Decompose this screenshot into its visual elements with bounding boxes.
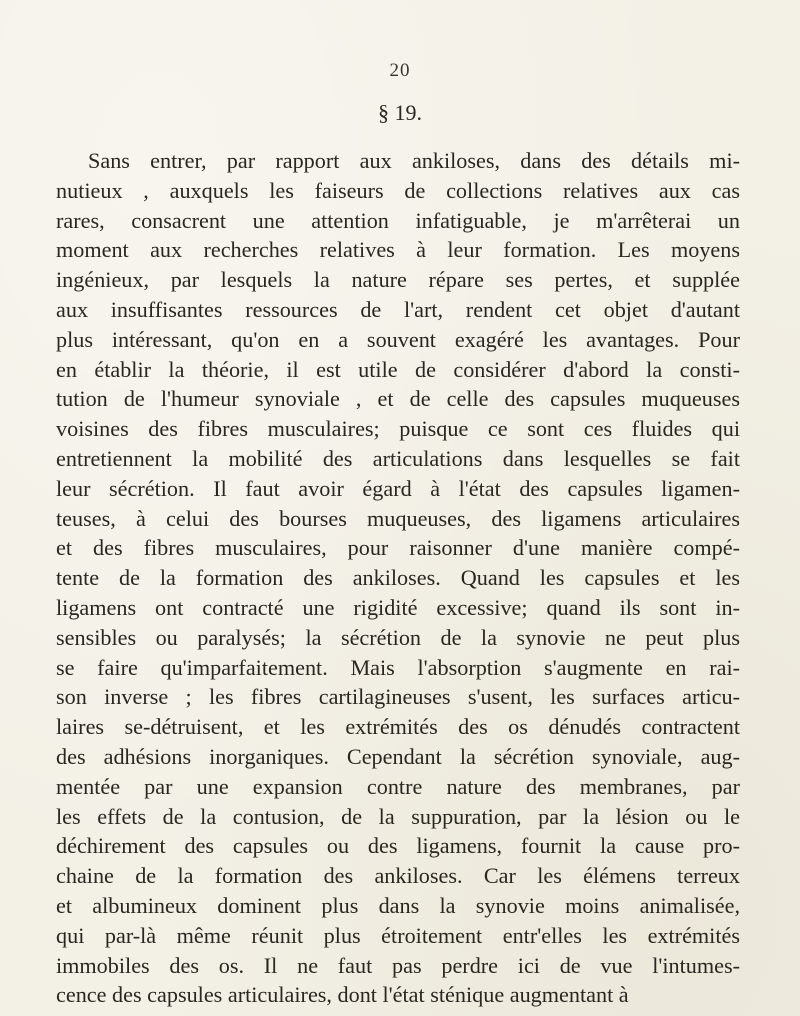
text-line: mentée par une expansion contre nature des membranes, par	[56, 773, 740, 799]
text-line: leur sécrétion. Il faut avoir égard à l'état des capsules ligamen-	[56, 475, 740, 501]
text-line: immobiles des os. Il ne faut pas perdre ici de vue l'intumes-	[56, 952, 740, 978]
section-heading: § 19.	[378, 100, 422, 125]
text-line: nutieux , auxquels les faiseurs de collections relatives aux cas	[56, 177, 740, 203]
text-line: les effets de la contusion, de la suppuration, par la lésion ou le	[56, 803, 740, 829]
text-line: laires se-détruisent, et les extrémités des os dénudés contractent	[56, 714, 740, 740]
text-line: se faire qu'imparfaitement. Mais l'absorption s'augmente en rai-	[56, 654, 740, 680]
text-line: cence des capsules articulaires, dont l'état sténique augmentant à	[56, 982, 629, 1008]
text-line: et des fibres musculaires, pour raisonner d'une manière compé-	[56, 535, 740, 561]
text-line: chaine de la formation des ankiloses. Car les élémens terreux	[56, 863, 740, 889]
text-line: qui par-là même réunit plus étroitement entr'elles les extrémités	[56, 922, 740, 948]
text-line: ingénieux, par lesquels la nature répare ses pertes, et supplée	[56, 267, 740, 293]
text-line: en établir la théorie, il est utile de considérer d'abord la consti-	[56, 356, 740, 382]
text-line: des adhésions inorganiques. Cependant la sécrétion synoviale, aug-	[56, 743, 740, 769]
text-line: tution de l'humeur synoviale , et de celle des capsules muqueuses	[56, 386, 740, 412]
text-line: moment aux recherches relatives à leur formation. Les moyens	[56, 237, 740, 263]
text-line: rares, consacrent une attention infatiguable, je m'arrêterai un	[56, 207, 740, 233]
body-paragraph	[56, 146, 740, 1010]
text-line: plus intéressant, qu'on en a souvent exagéré les avantages. Pour	[56, 326, 740, 352]
text-line: sensibles ou paralysés; la sécrétion de la synovie ne peut plus	[56, 624, 740, 650]
text-line: voisines des fibres musculaires; puisque ce sont ces fluides qui	[56, 416, 740, 442]
text-line: Sans entrer, par rapport aux ankiloses, dans des détails mi-	[88, 148, 740, 173]
text-line: son inverse ; les fibres cartilagineuses s'usent, les surfaces articu-	[56, 684, 740, 710]
text-line: aux insuffisantes ressources de l'art, rendent cet objet d'autant	[56, 296, 740, 322]
text-line: ligamens ont contracté une rigidité excessive; quand ils sont in-	[56, 594, 740, 620]
page-number: 20	[389, 60, 411, 81]
text-line: et albumineux dominent plus dans la synovie moins animalisée,	[56, 892, 740, 918]
text-line: teuses, à celui des bourses muqueuses, des ligamens articulaires	[56, 505, 740, 531]
text-line: tente de la formation des ankiloses. Quand les capsules et les	[56, 565, 740, 591]
text-line: entretiennent la mobilité des articulations dans lesquelles se fait	[56, 445, 740, 471]
text-line: déchirement des capsules ou des ligamens, fournit la cause pro-	[56, 833, 740, 859]
